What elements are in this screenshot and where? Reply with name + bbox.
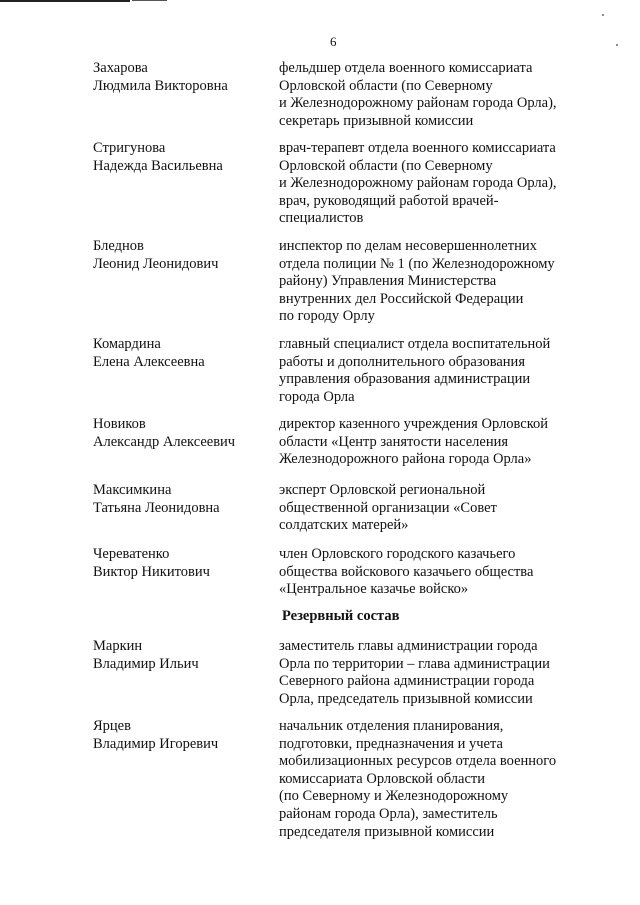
member-position-line: начальник отделения планирования, <box>279 718 504 734</box>
member-position-line: член Орловского городского казачьего <box>279 546 516 562</box>
member-position <box>279 336 579 406</box>
member-name-line: Стригунова <box>93 140 166 156</box>
member-position-line: районам города Орла), заместитель <box>279 805 498 822</box>
scan-speck <box>616 44 618 46</box>
member-name <box>93 718 268 753</box>
member-name-line: Леонид Леонидович <box>93 255 219 272</box>
member-name-line: Владимир Ильич <box>93 655 199 672</box>
member-name <box>93 416 268 451</box>
member-name <box>93 140 268 175</box>
member-position-line: работы и дополнительного образования <box>279 353 525 370</box>
member-position-line: подготовки, предназначения и учета <box>279 735 503 752</box>
member-position-line: Северного района администрации города <box>279 673 535 690</box>
member-position <box>279 482 579 535</box>
member-position-line: по городу Орлу <box>279 308 375 325</box>
member-position-line: Орловской области (по Северному <box>279 157 493 174</box>
member-name-line: Захарова <box>93 60 148 76</box>
member-position-line: врач, руководящий работой врачей- <box>279 192 499 209</box>
scan-speck <box>602 14 604 16</box>
member-position-line: району) Управления Министерства <box>279 273 497 290</box>
member-position <box>279 140 579 228</box>
member-position-line: директор казенного учреждения Орловской <box>279 416 549 432</box>
member-name-line: Александр Алексеевич <box>93 433 236 450</box>
member-position <box>279 638 579 708</box>
member-position-line: инспектор по делам несовершеннолетних <box>279 238 537 254</box>
member-name <box>93 60 268 95</box>
reserve-section-heading: Резервный состав <box>282 608 400 624</box>
member-position-line: общества войскового казачьего общества <box>279 563 534 580</box>
member-position-line: главный специалист отдела воспитательной <box>279 336 551 352</box>
page-number: 6 <box>330 34 337 49</box>
member-name-line: Татьяна Леонидовна <box>93 499 220 516</box>
member-position <box>279 718 579 841</box>
member-position-line: Орла по территории – глава администрации <box>279 655 550 672</box>
member-position <box>279 416 579 469</box>
member-name-line: Маркин <box>93 638 143 654</box>
member-position-line: специалистов <box>279 210 364 227</box>
member-position-line: Орла, председатель призывной комиссии <box>279 690 533 707</box>
member-position-line: комиссариата Орловской области <box>279 770 485 787</box>
member-position-line: солдатских матерей» <box>279 517 409 534</box>
scan-artifact-line <box>132 0 167 1</box>
member-name-line: Людмила Викторовна <box>93 77 228 94</box>
member-position-line: общественной организации «Совет <box>279 499 497 516</box>
member-position <box>279 238 579 326</box>
member-position-line: области «Центр занятости населения <box>279 433 509 450</box>
member-position-line: внутренних дел Российской Федерации <box>279 290 524 307</box>
member-position-line: фельдшер отдела военного комиссариата <box>279 60 533 76</box>
member-name-line: Виктор Никитович <box>93 563 210 580</box>
member-position-line: председателя призывной комиссии <box>279 823 495 840</box>
member-name-line: Максимкина <box>93 482 172 498</box>
member-name-line: Комардина <box>93 336 161 352</box>
member-position-line: врач-терапевт отдела военного комиссариата <box>279 140 556 156</box>
member-name-line: Надежда Васильевна <box>93 157 223 174</box>
member-position-line: управления образования администрации <box>279 371 531 388</box>
member-name <box>93 546 268 581</box>
member-name-line: Владимир Игоревич <box>93 735 219 752</box>
member-position-line: и Железнодорожному районам города Орла), <box>279 175 557 192</box>
member-position-line: эксперт Орловской региональной <box>279 482 486 498</box>
member-position-line: отдела полиции № 1 (по Железнодорожному <box>279 255 555 272</box>
member-name-line: Елена Алексеевна <box>93 353 205 370</box>
member-position-line: (по Северному и Железнодорожному <box>279 788 509 805</box>
member-name-line: Ярцев <box>93 718 131 734</box>
member-name <box>93 638 268 673</box>
member-name-line: Череватенко <box>93 546 170 562</box>
member-position-line: Железнодорожного района города Орла» <box>279 451 532 468</box>
scan-artifact-line <box>0 0 130 2</box>
member-name <box>93 238 268 273</box>
member-name <box>93 336 268 371</box>
member-position-line: секретарь призывной комиссии <box>279 112 474 129</box>
member-position-line: и Железнодорожному районам города Орла), <box>279 95 557 112</box>
member-name-line: Бледнов <box>93 238 144 254</box>
member-position-line: мобилизационных ресурсов отдела военного <box>279 753 557 770</box>
member-position-line: Орловской области (по Северному <box>279 77 493 94</box>
member-position-line: города Орла <box>279 388 355 405</box>
member-position-line: заместитель главы администрации города <box>279 638 538 654</box>
member-position-line: «Центральное казачье войско» <box>279 581 469 598</box>
member-position <box>279 60 579 130</box>
member-name-line: Новиков <box>93 416 146 432</box>
member-position <box>279 546 579 599</box>
member-name <box>93 482 268 517</box>
